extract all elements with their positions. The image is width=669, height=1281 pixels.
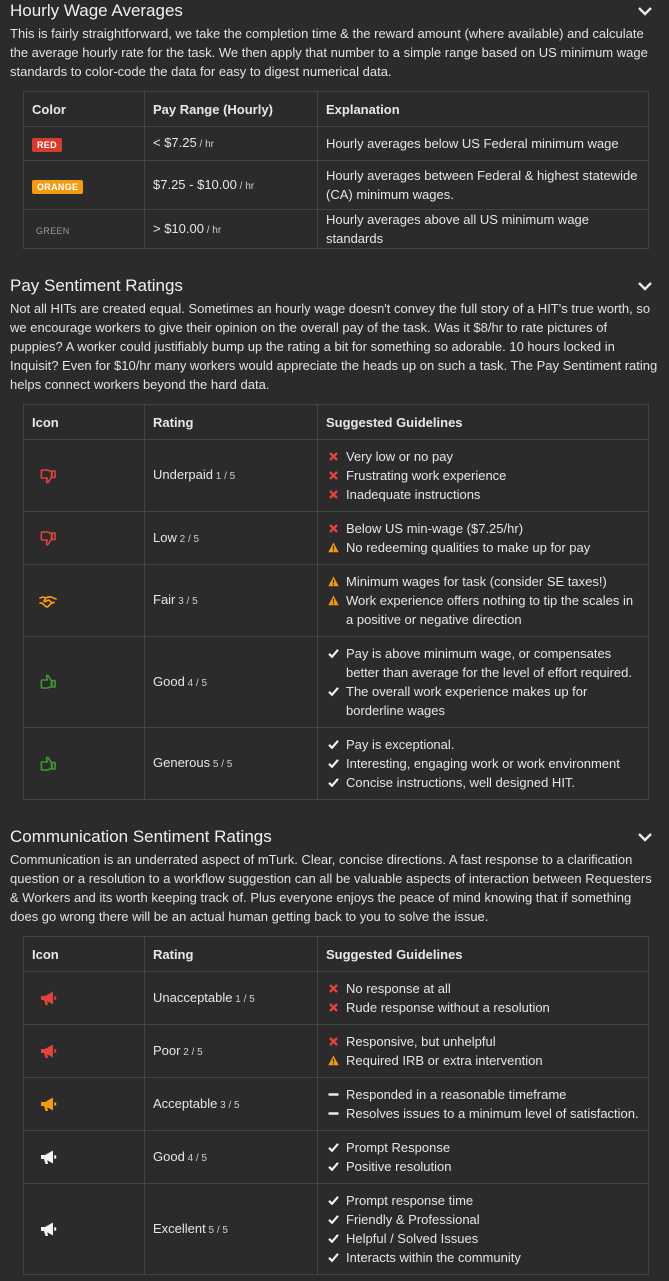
check-icon (328, 1252, 339, 1263)
table-row (24, 1131, 649, 1184)
color-cell (24, 210, 145, 249)
table-row (24, 127, 649, 161)
x-icon (328, 451, 339, 462)
hourly-title: Hourly Wage Averages (10, 1, 183, 20)
rating-score: 3 / 5 (217, 1099, 240, 1111)
guidelines-list (326, 979, 640, 1017)
icon-cell (24, 1131, 145, 1184)
rating-label: Excellent (153, 1220, 206, 1236)
megaphone-icon (39, 1095, 57, 1113)
guideline-text: Interacts within the community (346, 1250, 521, 1265)
guidelines-cell (318, 440, 649, 512)
range-unit: / hr (196, 139, 214, 150)
table-row (24, 1025, 649, 1078)
guideline-text: No redeeming qualities to make up for pay (346, 540, 591, 555)
rating-label: Fair (153, 592, 176, 607)
list-item (326, 644, 640, 682)
guideline-text: Concise instructions, well designed HIT. (346, 775, 576, 790)
warning-icon (328, 576, 339, 587)
list-item (326, 1104, 640, 1123)
megaphone-icon (39, 1220, 57, 1238)
list-item (326, 1248, 640, 1267)
table-row (24, 1184, 649, 1275)
thumbs-up-icon (39, 755, 57, 773)
rating-label: Acceptable (153, 1095, 218, 1111)
check-icon (328, 777, 339, 788)
guideline-text: Required IRB or extra intervention (346, 1053, 543, 1068)
hourly-intro: This is fairly straightforward, we take the completion time & the reward amount (where available) and calculate the average hourly rate for the task. We then apply that number to a simple range based on US minimum wage standards to color-code the data for easy to digest numerical data. (10, 26, 648, 79)
guidelines-cell (318, 1131, 649, 1184)
icon-cell (24, 728, 145, 800)
rating-label: Low (153, 529, 177, 545)
comm-title: Communication Sentiment Ratings (10, 827, 272, 846)
green-badge: GREEN (36, 225, 70, 236)
guideline-text: Responsive, but unhelpful (346, 1034, 496, 1049)
range-unit: / hr (236, 180, 255, 192)
guidelines-cell (318, 512, 649, 565)
guidelines-cell (318, 637, 649, 728)
comm-table (23, 936, 649, 1275)
check-icon (328, 1233, 339, 1244)
guideline-text: Inadequate instructions (346, 487, 481, 502)
guidelines-list (326, 1032, 640, 1070)
list-item (326, 519, 640, 538)
chevron-down-icon[interactable] (637, 279, 653, 293)
guidelines-list (326, 519, 640, 557)
explanation-cell: Hourly averages above all US minimum wage standards (318, 210, 649, 249)
guideline-text: Friendly & Professional (346, 1212, 480, 1227)
guideline-text: The overall work experience makes up for borderline wages (346, 684, 588, 718)
guidelines-cell (318, 1184, 649, 1275)
rating-cell (145, 512, 318, 565)
col-header: Explanation (318, 92, 649, 127)
rating-cell (145, 1184, 318, 1275)
guidelines-cell (318, 565, 649, 637)
guideline-text: Very low or no pay (346, 449, 453, 464)
x-icon (328, 523, 339, 534)
rating-score: 4 / 5 (184, 1152, 208, 1164)
col-header: Pay Range (Hourly) (145, 92, 318, 127)
list-item (326, 979, 640, 998)
guideline-text: Prompt response time (346, 1193, 474, 1208)
pay-header[interactable] (10, 275, 659, 297)
icon-cell (24, 1184, 145, 1275)
dash-icon (328, 1089, 339, 1100)
guidelines-cell (318, 728, 649, 800)
col-header: Icon (24, 937, 145, 972)
warning-icon (328, 595, 339, 606)
pay-intro: Not all HITs are created equal. Sometimes an hourly wage doesn't convey the full story of a HIT's true worth, so we encourage workers to give their opinion on the overall pay of the task. Was it $8/hr to rate pictures of puppies? A worker could justifiably bump up the rating a bit for something so adorable. 10 hours locked in Inquisit? Even for $10/hr many workers would appreciate the heads up on such a task. The Pay Sentiment rating helps connect workers beyond the hard data. (10, 301, 658, 392)
comm-section (0, 826, 669, 1275)
thumbs-down-icon (39, 529, 57, 547)
list-item (326, 998, 640, 1017)
comm-header[interactable] (10, 826, 659, 848)
guidelines-list (326, 644, 640, 720)
chevron-down-icon[interactable] (637, 4, 653, 18)
list-item (326, 682, 640, 720)
list-item (326, 1191, 640, 1210)
guidelines-list (326, 572, 640, 629)
list-item (326, 466, 640, 485)
check-icon (328, 758, 339, 769)
list-item (326, 1051, 640, 1070)
icon-cell (24, 1078, 145, 1131)
guidelines-list (326, 1191, 640, 1267)
color-cell (24, 127, 145, 161)
rating-label: Generous (153, 755, 211, 770)
rating-score: 3 / 5 (175, 596, 198, 607)
range-cell (145, 210, 318, 249)
col-header: Rating (145, 405, 318, 440)
dash-icon (328, 1108, 339, 1119)
warning-icon (328, 1055, 339, 1066)
guideline-text: Prompt Response (346, 1140, 451, 1155)
col-header: Suggested Guidelines (318, 405, 649, 440)
table-row (24, 210, 649, 249)
range-value: < $7.25 (153, 135, 197, 150)
rating-cell (145, 1131, 318, 1184)
guideline-text: Responded in a reasonable timeframe (346, 1087, 567, 1102)
guideline-text: Minimum wages for task (consider SE taxes!) (346, 574, 607, 589)
list-item (326, 1157, 640, 1176)
pay-table (23, 404, 649, 800)
guideline-text: Interesting, engaging work or work environment (346, 756, 620, 771)
megaphone-icon (39, 989, 57, 1007)
table-header-row (24, 92, 649, 127)
check-icon (328, 1214, 339, 1225)
check-icon (328, 686, 339, 697)
col-header: Color (24, 92, 145, 127)
check-icon (328, 739, 339, 750)
rating-label: Poor (153, 1042, 181, 1058)
table-row (24, 565, 649, 637)
list-item (326, 1085, 640, 1104)
range-cell (145, 161, 318, 210)
rating-cell (145, 1078, 318, 1131)
x-icon (328, 1002, 339, 1013)
x-icon (328, 1036, 339, 1047)
x-icon (328, 489, 339, 500)
check-icon (328, 648, 339, 659)
hourly-section (0, 0, 669, 249)
guideline-text: Helpful / Solved Issues (346, 1231, 479, 1246)
rating-score: 1 / 5 (232, 993, 255, 1005)
rating-cell (145, 1025, 318, 1078)
hourly-table (23, 91, 649, 249)
guidelines-cell (318, 972, 649, 1025)
chevron-down-icon[interactable] (637, 830, 653, 844)
table-row (24, 728, 649, 800)
warning-icon (328, 542, 339, 553)
guidelines-list (326, 1085, 640, 1123)
list-item (326, 1210, 640, 1229)
rating-label: Good (153, 1148, 185, 1164)
guideline-text: Frustrating work experience (346, 468, 507, 483)
thumbs-up-icon (39, 673, 57, 691)
guideline-text: Pay is above minimum wage, or compensates better than average for the level of effort required. (346, 646, 632, 680)
list-item (326, 735, 640, 754)
x-icon (328, 470, 339, 481)
table-header-row (24, 405, 649, 440)
check-icon (328, 1195, 339, 1206)
list-item (326, 754, 640, 773)
hourly-header[interactable] (10, 0, 659, 22)
check-icon (328, 1142, 339, 1153)
icon-cell (24, 637, 145, 728)
table-row (24, 1078, 649, 1131)
guideline-text: No response at all (346, 981, 451, 996)
icon-cell (24, 1025, 145, 1078)
list-item (326, 1032, 640, 1051)
icon-cell (24, 972, 145, 1025)
guidelines-list (326, 735, 640, 792)
table-row (24, 972, 649, 1025)
megaphone-icon (39, 1042, 57, 1060)
icon-cell (24, 512, 145, 565)
explanation-cell: Hourly averages below US Federal minimum wage (318, 127, 649, 161)
list-item (326, 1138, 640, 1157)
table-row (24, 440, 649, 512)
rating-score: 1 / 5 (213, 471, 236, 482)
comm-intro: Communication is an underrated aspect of mTurk. Clear, concise directions. A fast response to a clarification question or a resolution to a workflow suggestion can all be valuable aspects of interaction between Requesters & Workers and its worth keeping track of. Plus everyone enjoys the peace of mind knowing that if something does go wrong there will be an actual human getting back to you to solve the issue. (10, 852, 652, 924)
guideline-text: Work experience offers nothing to tip the scales in a positive or negative direction (346, 593, 634, 627)
list-item (326, 538, 640, 557)
rating-score: 2 / 5 (180, 1046, 203, 1058)
guideline-text: Rude response without a resolution (346, 1000, 550, 1015)
rating-score: 5 / 5 (210, 759, 233, 770)
rating-cell (145, 440, 318, 512)
color-cell (24, 161, 145, 210)
rating-score: 4 / 5 (184, 677, 208, 689)
rating-cell (145, 728, 318, 800)
check-icon (328, 1161, 339, 1172)
range-value: > $10.00 (153, 220, 204, 236)
rating-cell (145, 637, 318, 728)
list-item (326, 1229, 640, 1248)
guidelines-cell (318, 1078, 649, 1131)
guidelines-list (326, 1138, 640, 1176)
col-header: Rating (145, 937, 318, 972)
guideline-text: Pay is exceptional. (346, 737, 455, 752)
guideline-text: Positive resolution (346, 1159, 452, 1174)
list-item (326, 572, 640, 591)
table-row (24, 637, 649, 728)
list-item (326, 485, 640, 504)
rating-score: 5 / 5 (205, 1224, 228, 1236)
range-value: $7.25 - $10.00 (153, 176, 237, 192)
guideline-text: Resolves issues to a minimum level of satisfaction. (346, 1106, 639, 1121)
icon-cell (24, 440, 145, 512)
table-header-row (24, 937, 649, 972)
red-badge: RED (32, 138, 62, 152)
rating-label: Underpaid (153, 467, 213, 482)
range-cell (145, 127, 318, 161)
rating-cell (145, 565, 318, 637)
list-item (326, 447, 640, 466)
col-header: Icon (24, 405, 145, 440)
table-row (24, 512, 649, 565)
megaphone-icon (39, 1148, 57, 1166)
pay-title: Pay Sentiment Ratings (10, 276, 183, 295)
handshake-icon (39, 592, 57, 610)
x-icon (328, 983, 339, 994)
explanation-cell: Hourly averages between Federal & highest statewide (CA) minimum wages. (318, 161, 649, 210)
icon-cell (24, 565, 145, 637)
range-unit: / hr (203, 224, 222, 236)
col-header: Suggested Guidelines (318, 937, 649, 972)
pay-section (0, 275, 669, 800)
rating-label: Unacceptable (153, 989, 233, 1005)
rating-cell (145, 972, 318, 1025)
guidelines-list (326, 447, 640, 504)
table-row (24, 161, 649, 210)
rating-label: Good (153, 673, 185, 689)
list-item (326, 591, 640, 629)
list-item (326, 773, 640, 792)
thumbs-down-icon (39, 467, 57, 485)
guideline-text: Below US min-wage ($7.25/hr) (346, 521, 524, 536)
orange-badge: ORANGE (32, 180, 83, 194)
rating-score: 2 / 5 (176, 533, 200, 545)
guidelines-cell (318, 1025, 649, 1078)
